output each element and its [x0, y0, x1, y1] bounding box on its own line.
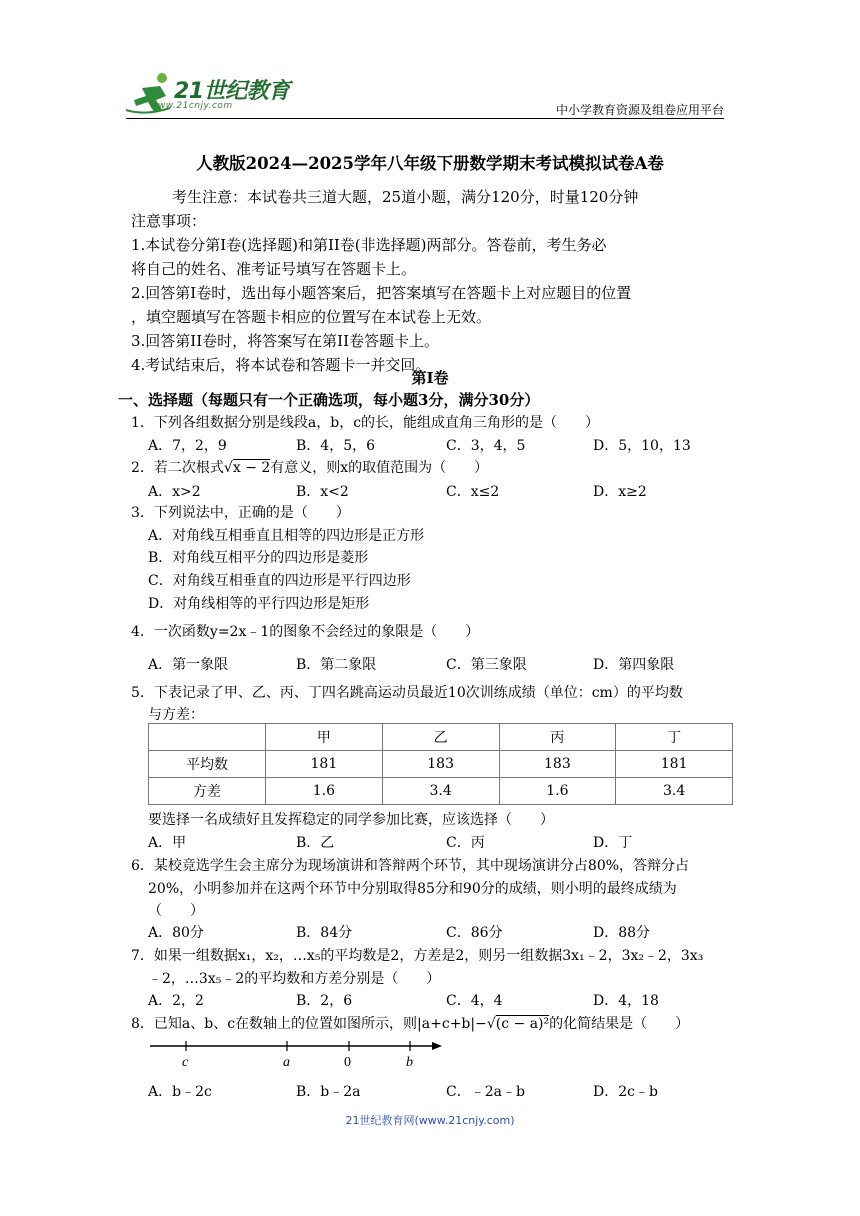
q4-option-a: A．第一象限	[148, 657, 229, 673]
q7-option-b: B．2，6	[296, 993, 353, 1009]
note-line: 2.回答第Ⅰ卷时，选出每小题答案后，把答案填写在答题卡上对应题目的位置	[131, 284, 632, 302]
score-table	[148, 723, 733, 805]
q1-option-c: C．3，4，5	[446, 438, 526, 454]
q2-option-d: D．x≥2	[593, 484, 647, 500]
question-3-stem: 3．下列说法中，正确的是（ ）	[131, 505, 350, 521]
q8-option-c: C．﹣2a﹣b	[446, 1084, 525, 1100]
table-cell: 3.4	[616, 778, 733, 805]
question-7-stem-cont: ﹣2，…3x₅﹣2的平均数和方差分别是（ ）	[148, 971, 441, 987]
q3-option-d: D．对角线相等的平行四边形是矩形	[148, 596, 370, 612]
label-a: a	[283, 1055, 290, 1070]
table-row	[149, 778, 733, 805]
q2-radicand: x − 2	[232, 460, 271, 476]
q5-option-a: A．甲	[148, 835, 187, 851]
question-1-stem: 1．下列各组数据分别是线段a，b，c的长，能组成直角三角形的是（ ）	[131, 415, 600, 431]
q2-stem-post: 有意义，则x的取值范围为（ ）	[270, 460, 489, 476]
number-line-figure	[148, 1036, 448, 1072]
sqrt-symbol-icon: √	[223, 460, 233, 476]
question-6-stem: 6．某校竞选学生会主席分为现场演讲和答辩两个环节，其中现场演讲分占80%，答辩分占	[131, 858, 690, 874]
q2-stem-pre: 2．若二次根式	[131, 460, 224, 476]
table-header-cell: 乙	[382, 724, 499, 751]
q4-option-d: D．第四象限	[593, 657, 675, 673]
q8-option-b: B．b﹣2a	[296, 1084, 361, 1100]
question-8-stem	[131, 1013, 689, 1033]
q2-option-b: B．x<2	[296, 484, 349, 500]
q1-option-b: B．4，5，6	[296, 438, 376, 454]
q7-option-a: A．2，2	[148, 993, 204, 1009]
q3-option-c: C．对角线互相垂直的四边形是平行四边形	[148, 573, 411, 589]
table-cell: 平均数	[149, 751, 266, 778]
table-row	[149, 751, 733, 778]
table-cell: 1.6	[499, 778, 616, 805]
q8-stem-pre: 8．已知a、b、c在数轴上的位置如图所示，则|a+c+b|−	[131, 1016, 487, 1032]
table-header-cell	[149, 724, 266, 751]
section-title: 一、选择题（每题只有一个正确选项，每小题3分，满分30分）	[118, 391, 540, 409]
question-6-stem-cont: 20%，小明参加并在这两个环节中分别取得85分和90分的成绩，则小明的最终成绩为	[148, 881, 677, 897]
q5-option-b: B．乙	[296, 835, 335, 851]
question-5-stem-cont: 与方差：	[148, 707, 204, 723]
logo-text: 21世纪教育	[174, 79, 290, 104]
table-header-row	[149, 724, 733, 751]
q4-option-b: B．第二象限	[296, 657, 377, 673]
footer-link[interactable]: 21世纪教育网(www.21cnjy.com)	[345, 1114, 515, 1127]
q8-radicand: (c − a)²	[495, 1016, 550, 1032]
header-tagline: 中小学教育资源及组卷应用平台	[555, 103, 724, 117]
q4-option-c: C．第三象限	[446, 657, 527, 673]
q3-option-a: A．对角线互相垂直且相等的四边形是正方形	[148, 528, 425, 544]
q6-option-b: B．84分	[296, 925, 353, 941]
part-title: 第Ⅰ卷	[411, 369, 449, 387]
table-cell: 181	[266, 751, 383, 778]
sqrt-symbol-icon: √	[486, 1016, 496, 1032]
note-line: 将自己的姓名、准考证号填写在答题卡上。	[131, 260, 417, 278]
label-zero: 0	[344, 1055, 351, 1070]
q8-option-d: D．2c﹣b	[593, 1084, 658, 1100]
label-c: c	[182, 1055, 189, 1070]
note-line: 1.本试卷分第Ⅰ卷(选择题)和第II卷(非选择题)两部分。答卷前，考生务必	[131, 236, 607, 254]
q7-option-d: D．4，18	[593, 993, 659, 1009]
question-7-stem: 7．如果一组数据x₁，x₂，…x₅的平均数是2，方差是2，则另一组数据3x₁﹣2，3x₂﹣2，3x₃	[131, 948, 704, 964]
table-header-cell: 丁	[616, 724, 733, 751]
q6-option-c: C．86分	[446, 925, 503, 941]
notice-intro: 考生注意：本试卷共三道大题，25道小题，满分120分，时量120分钟	[172, 188, 639, 206]
note-line: 3.回答第II卷时，将答案写在第II卷答题卡上。	[131, 332, 440, 350]
table-cell: 183	[382, 751, 499, 778]
notes-heading: 注意事项：	[131, 212, 207, 230]
q5-option-c: C．丙	[446, 835, 485, 851]
table-cell: 183	[499, 751, 616, 778]
table-cell: 181	[616, 751, 733, 778]
table-cell: 方差	[149, 778, 266, 805]
q8-option-a: A．b﹣2c	[148, 1084, 212, 1100]
q7-option-c: C．4，4	[446, 993, 503, 1009]
note-line: 4.考试结束后，将本试卷和答题卡一并交回。	[131, 356, 431, 374]
note-line: ，填空题填写在答题卡相应的位置写在本试卷上无效。	[131, 308, 492, 326]
question-6-stem-paren: （ ）	[148, 903, 204, 919]
q6-option-a: A．80分	[148, 925, 204, 941]
table-cell: 1.6	[266, 778, 383, 805]
q1-option-d: D．5，10，13	[593, 438, 691, 454]
header-divider	[126, 118, 724, 119]
exam-title: 人教版2024—2025学年八年级下册数学期末考试模拟试卷A卷	[196, 154, 664, 173]
q2-option-a: A．x>2	[148, 484, 201, 500]
logo-url: www.21cnjy.com	[150, 101, 233, 111]
q8-stem-post: 的化简结果是（ ）	[549, 1016, 690, 1032]
q2-option-c: C．x≤2	[446, 484, 500, 500]
table-header-cell: 丙	[499, 724, 616, 751]
question-5-stem: 5．下表记录了甲、乙、丙、丁四名跳高运动员最近10次训练成绩（单位：cm）的平均数	[131, 685, 683, 701]
table-cell: 3.4	[382, 778, 499, 805]
q6-option-d: D．88分	[593, 925, 651, 941]
q5-option-d: D．丁	[593, 835, 633, 851]
table-header-cell: 甲	[266, 724, 383, 751]
question-2-stem	[131, 457, 488, 477]
label-b: b	[406, 1055, 413, 1070]
question-4-stem: 4．一次函数y=2x﹣1的图象不会经过的象限是（ ）	[131, 624, 480, 640]
q3-option-b: B．对角线互相平分的四边形是菱形	[148, 550, 369, 566]
question-5-stem-choice: 要选择一名成绩好且发挥稳定的同学参加比赛，应该选择（ ）	[148, 812, 554, 828]
arrow-right-icon	[432, 1042, 442, 1050]
q1-option-a: A．7，2，9	[148, 438, 227, 454]
